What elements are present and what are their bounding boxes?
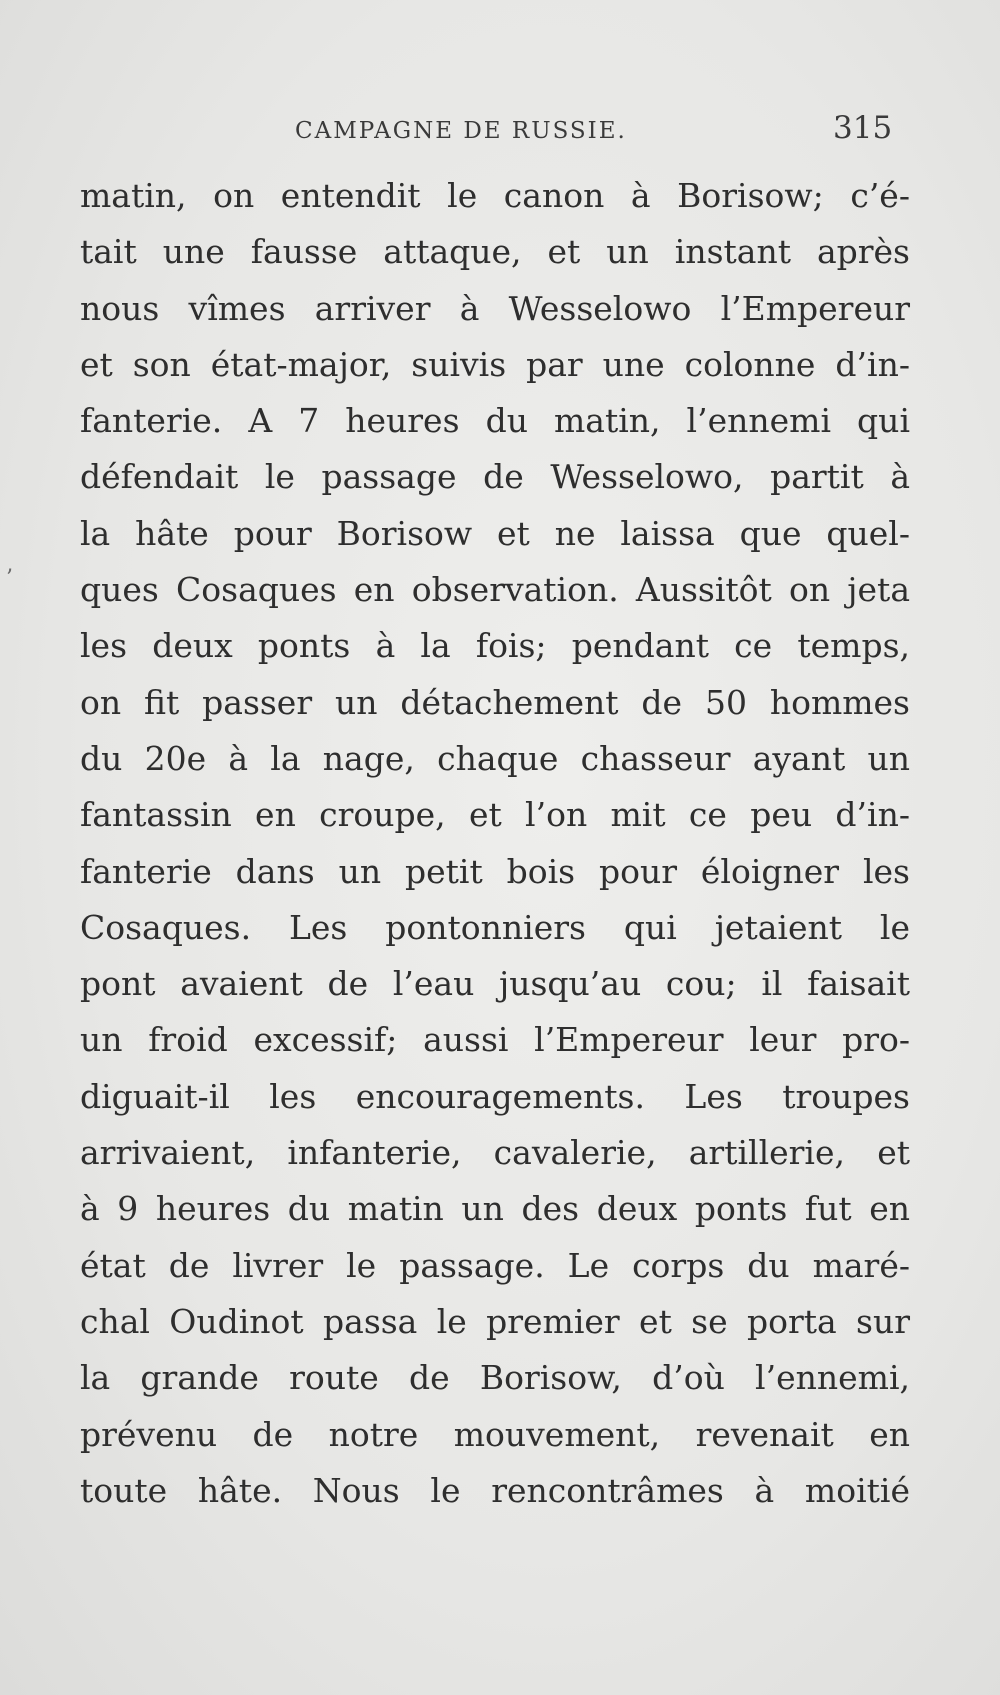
text-line: ques Cosaques en observation. Aussitôt on jeta	[80, 570, 910, 610]
text-line: prévenu de notre mouvement, revenait en	[80, 1414, 910, 1454]
margin-mark: ’	[6, 566, 13, 591]
text-line: les deux ponts à la fois; pendant ce temps,	[80, 626, 910, 666]
body-text	[80, 168, 910, 1519]
text-line: défendait le passage de Wesselowo, partit à	[80, 457, 910, 497]
text-line: à 9 heures du matin un des deux ponts fut en	[80, 1189, 910, 1229]
text-line: Cosaques. Les pontonniers qui jetaient le	[80, 907, 910, 947]
text-line: arrivaient, infanterie, cavalerie, artillerie, et	[80, 1133, 910, 1173]
text-line: nous vîmes arriver à Wesselowo l’Empereur	[80, 288, 910, 328]
text-line: tait une fausse attaque, et un instant après	[80, 232, 910, 272]
text-line: fantassin en croupe, et l’on mit ce peu d’in-	[80, 795, 910, 835]
text-line: fanterie. A 7 heures du matin, l’ennemi qui	[80, 401, 910, 441]
running-title: CAMPAGNE DE RUSSIE.	[295, 118, 627, 144]
text-line: la grande route de Borisow, d’où l’ennemi,	[80, 1358, 910, 1398]
text-line: et son état-major, suivis par une colonne d’in-	[80, 344, 910, 384]
text-line: toute hâte. Nous le rencontrâmes à moitié	[80, 1470, 910, 1510]
text-line: matin, on entendit le canon à Borisow; c’é-	[80, 176, 910, 215]
text-line: diguait-il les encouragements. Les troupes	[80, 1076, 910, 1116]
text-line: la hâte pour Borisow et ne laissa que quel-	[80, 513, 910, 553]
page-number: 315	[833, 110, 893, 146]
text-line: un froid excessif; aussi l’Empereur leur pro-	[80, 1020, 910, 1060]
text-line: chal Oudinot passa le premier et se porta sur	[80, 1301, 910, 1341]
text-line: pont avaient de l’eau jusqu’au cou; il faisait	[80, 964, 910, 1004]
text-line: du 20e à la nage, chaque chasseur ayant un	[80, 738, 910, 778]
text-line: état de livrer le passage. Le corps du maré-	[80, 1245, 910, 1285]
text-line: on fit passer un détachement de 50 hommes	[80, 682, 910, 722]
text-line: fanterie dans un petit bois pour éloigner les	[80, 851, 910, 891]
running-head	[0, 110, 1000, 150]
